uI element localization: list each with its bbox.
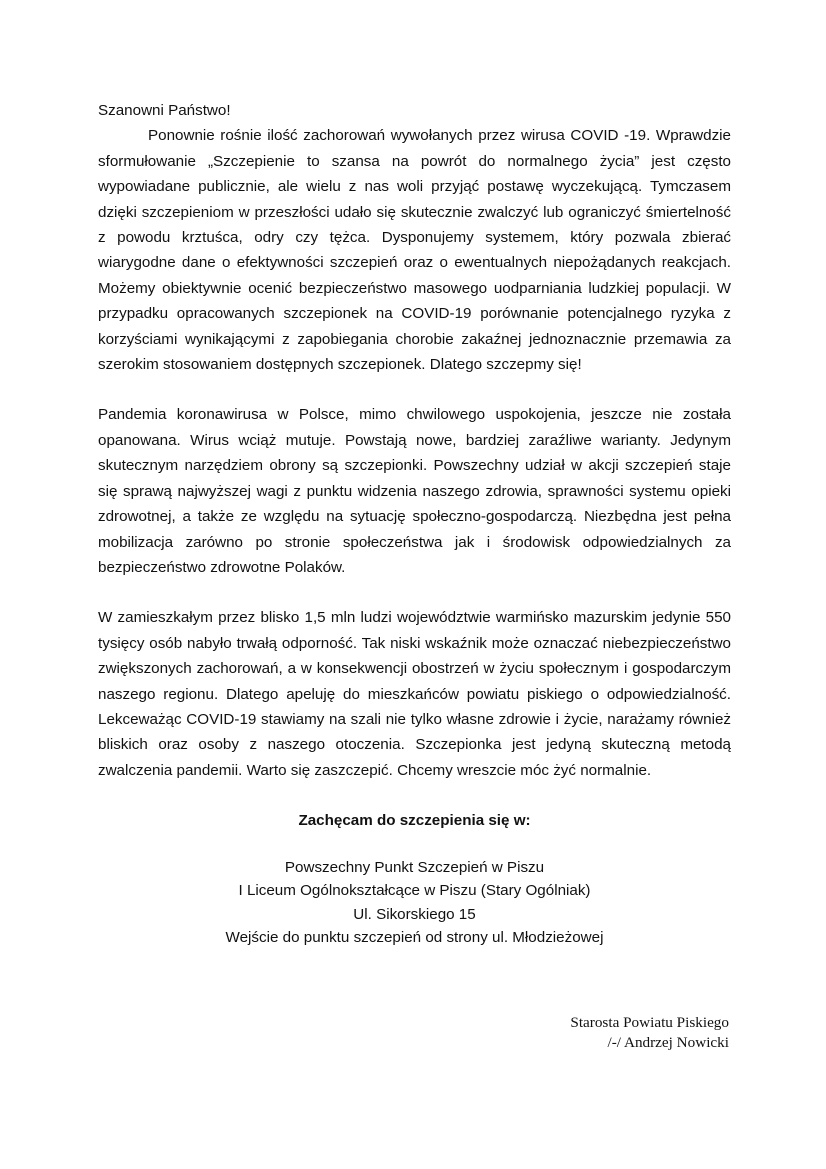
paragraph-gap: [98, 580, 731, 605]
paragraph-region-appeal: W zamieszkałym przez blisko 1,5 mln ludzi województwie warmińsko mazurskim jedynie 550 tysięcy osób nabyło trwałą odporność. Tak niski wskaźnik może oznaczać niebezpieczeństwo zwiększonych zachorowań, a w konsekwencji obostrzeń w życiu społecznym i gospodarczym naszego regionu. Dlatego apeluję do mieszkańców powiatu piskiego o odpowiedzialność. Lekceważąc COVID-19 stawiamy na szali nie tylko własne zdrowie i życie, narażamy również bliskich oraz osoby z naszego otoczenia. Szczepionka jest jedyną skuteczną metodą zwalczenia pandemii. Warto się zaszczepić. Chcemy wreszcie móc żyć normalnie.: [98, 609, 731, 779]
paragraph-gap: [98, 783, 731, 808]
paragraph-pandemic-poland: Pandemia koronawirusa w Polsce, mimo chwilowego uspokojenia, jeszcze nie została opanowana. Wirus wciąż mutuje. Powstają nowe, bardziej zaraźliwe warianty. Jedynym skutecznym narzędziem obrony są szczepionki. Powszechny udział w akcji szczepień staje się sprawą najwyższej wagi z punktu widzenia naszego zdrowia, sprawności systemu opieki zdrowotnej, a także ze względu na sytuację społeczno-gospodarczą. Niezbędna jest pełna mobilizacja zarówno po stronie społeczeństwa jak i środowisk odpowiedzialnych za bezpieczeństwo zdrowotne Polaków.: [98, 406, 731, 576]
letter-body: [98, 98, 731, 950]
address-line: Powszechny Punkt Szczepień w Piszu: [284, 858, 545, 876]
address-line: Wejście do punktu szczepień od strony ul. Młodzieżowej: [225, 929, 604, 947]
signature-name: /-/ Andrzej Nowicki: [607, 1034, 729, 1051]
vaccination-point-address: [98, 856, 731, 950]
paragraph-gap: [98, 834, 731, 856]
paragraph-vaccination-intro: Ponownie rośnie ilość zachorowań wywołanych przez wirusa COVID -19. Wprawdzie sformułowanie „Szczepienie to szansa na powrót do normalnego życia” jest często wypowiadane publicznie, ale wielu z nas woli przyjąć postawę wyczekującą. Tymczasem dzięki szczepieniom w przeszłości udało się skutecznie zwalczyć lub ograniczyć śmiertelność z powodu krztuśca, odry czy tężca. Dysponujemy systemem, który pozwala zbierać wiarygodne dane o efektywności szczepień oraz o ewentualnych niepożądanych reakcjach. Możemy obiektywnie ocenić bezpieczeństwo masowego uodparniania ludzkiej populacji. W przypadku opracowanych szczepionek na COVID-19 porównanie potencjalnego ryzyka z korzyściami wynikającymi z zapobiegania chorobie zakaźnej jednoznacznie przemawia za szerokim stosowaniem dostępnych szczepionek. Dlatego szczepmy się!: [98, 127, 731, 374]
greeting: Szanowni Państwo!: [98, 102, 231, 119]
paragraph-gap: [98, 377, 731, 402]
signature-title: Starosta Powiatu Piskiego: [570, 1014, 729, 1031]
invite-heading: Zachęcam do szczepienia się w:: [298, 812, 531, 830]
signature-block: [570, 1013, 729, 1053]
address-line: I Liceum Ogólnokształcące w Piszu (Stary Ogólniak): [238, 882, 591, 900]
address-line: Ul. Sikorskiego 15: [353, 905, 476, 923]
